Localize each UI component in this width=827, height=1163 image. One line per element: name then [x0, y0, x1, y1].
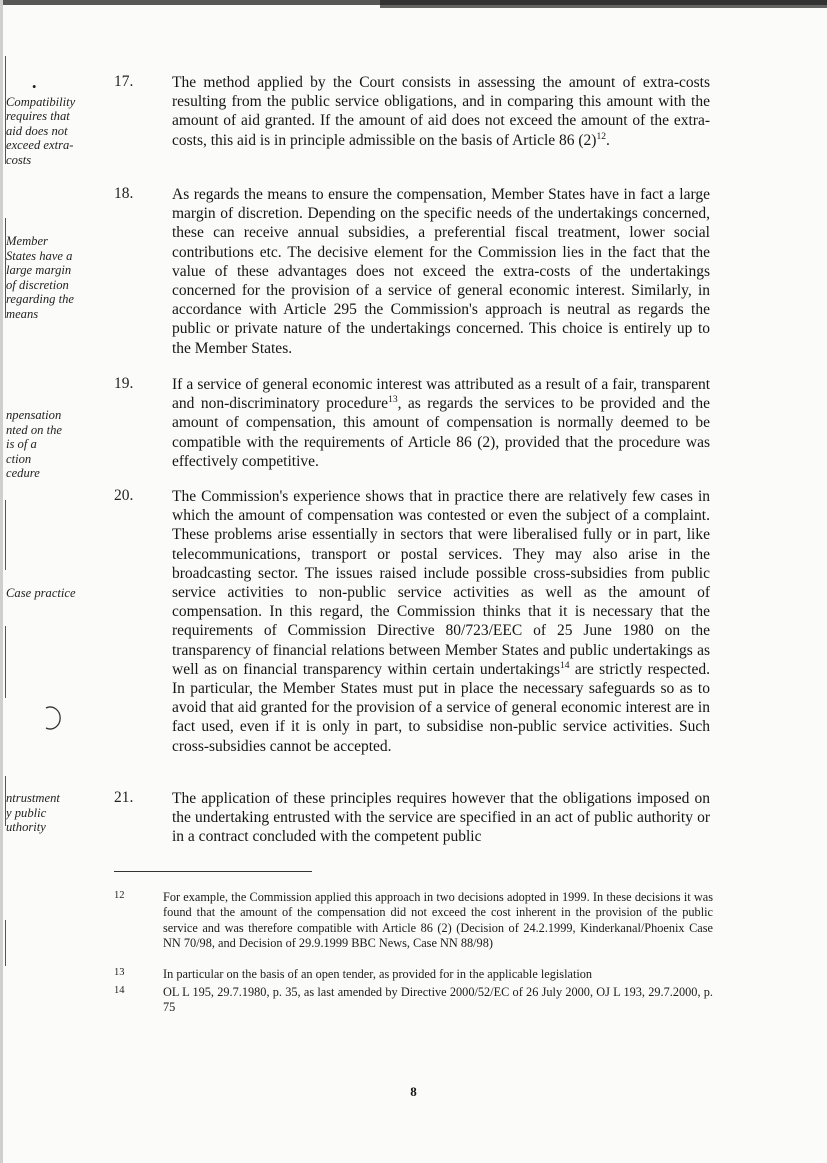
scan-left-edge	[0, 0, 3, 1163]
margin-note-case-practice: Case practice	[6, 586, 76, 600]
margin-note-compatibility: • Compatibility requires that aid does not exceed extra- costs	[6, 80, 76, 167]
margin-note-member-states: Member States have a large margin of discretion regarding the means	[6, 234, 74, 321]
scan-top-edge-dark	[380, 0, 827, 8]
margin-bar	[5, 500, 6, 570]
paragraph-number: 19.	[114, 375, 134, 392]
footnote-rule	[114, 871, 312, 872]
paragraph-number: 20.	[114, 487, 134, 504]
footnote-12: For example, the Commission applied this approach in two decisions adopted in 1999. In these decisions it was found that the amount of the compensation did not exceed the cost inherent in the provision of the public service and was therefore compatible with Article 86 (2) (Decision of 24.2.1999, Kinderkanal/Phoenix Case NN 70/98, and Decision of 29.9.1999 BBC News, Case NN 88/98)	[163, 890, 713, 950]
footnote-number: 14	[114, 985, 125, 996]
margin-bar	[5, 626, 6, 698]
paragraph-number: 21.	[114, 789, 134, 806]
page-number: 8	[410, 1084, 417, 1099]
margin-bar	[5, 920, 6, 966]
footnote-13: In particular on the basis of an open tender, as provided for in the applicable legislation	[163, 967, 593, 981]
paragraph-20: The Commission's experience shows that in practice there are relatively few cases in which the amount of compensation was contested or even the subject of a complaint. These problems arise essentially in sectors that were liberalised fully or in part, like telecommunications, transport or postal services. They may also arise in the broadcasting sector. The issues raised include possible cross-subsidies from public service activities to non-public service activities as well as the amount of compensation. In this regard, the Commission thinks that it is necessary that the requirements of Commission Directive 80/723/EEC of 25 June 1980 on the transparency of financial relations between Member States and public undertakings as well as on financial transparency within certain undertakings$^{14}$ are strictly respected. In particular, the Member States must put in place the necessary safeguards so as to avoid that aid granted for the provision of a service of general economic interest are in fact used, even if it is only in part, to subsidise non-public service activities. Such cross-subsidies cannot be accepted.	[172, 488, 710, 755]
paragraph-number: 17.	[114, 73, 134, 90]
footnote-14: OL L 195, 29.7.1980, p. 35, as last amended by Directive 2000/52/EC of 26 July 2000, OJ L 193, 29.7.2000, p. 75	[163, 985, 713, 1015]
paragraph-number: 18.	[114, 185, 134, 202]
paragraph-17: The method applied by the Court consists in assessing the amount of extra-costs resulting from the public service obligations, and in comparing this amount with the amount of aid granted. If the amount of aid does not exceed the amount of the extra-costs, this aid is in principle admissible on the basis of Article 86 $(2)^{12}$.	[172, 74, 710, 149]
paragraph-19: If a service of general economic interest was attributed as a result of a fair, transparent and non-discriminatory procedure$^{13}$, as regards the services to be provided and the amount of compensation, this amount of compensation is normally deemed to be compatible with the requirements of Article 86 (2), provided that the procedure was effectively competitive.	[172, 376, 710, 470]
footnote-number: 12	[114, 890, 125, 901]
margin-note-entrustment: ntrustment y public uthority	[6, 791, 60, 835]
margin-note-compensation: npensation nted on the is of a ction cedure	[6, 408, 62, 481]
punch-hole-mark	[38, 704, 64, 732]
footnote-number: 13	[114, 967, 125, 978]
paragraph-21: The application of these principles requires however that the obligations imposed on the undertaking entrusted with the service are specified in an act of public authority or in a contract concluded with the competent public	[172, 790, 710, 846]
paragraph-18: As regards the means to ensure the compensation, Member States have in fact a large margin of discretion. Depending on the specific needs of the undertakings concerned, these can receive annual subsidies, a preferential fiscal treatment, lower social contributions etc. The decisive element for the Commission lies in the fact that the value of these advantages does not exceed the extra-costs of the undertakings concerned for the provision of a service of general economic interest. Similarly, in accordance with Article 295 the Commission's approach is neutral as regards the public or private nature of the undertakings concerned. This choice is entirely up to the Member States.	[172, 186, 710, 357]
